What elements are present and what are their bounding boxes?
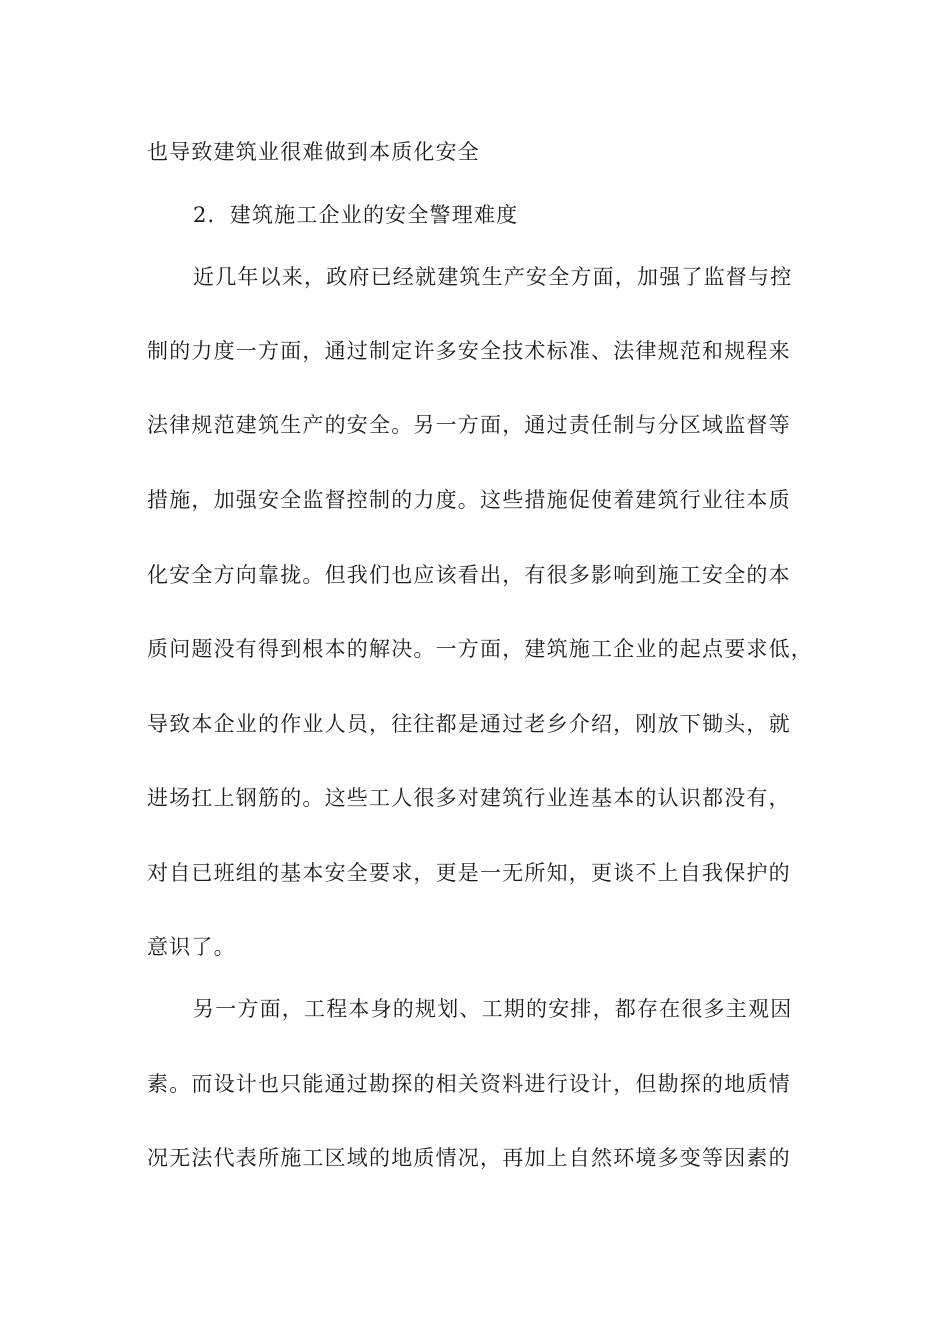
paragraph-line: 制的力度一方面，通过制定许多安全技术标准、法律规范和规程来	[147, 339, 791, 363]
paragraph-line: 质问题没有得到根本的解决。一方面，建筑施工企业的起点要求低，	[147, 637, 813, 661]
paragraph-line: 导致本企业的作业人员，往往都是通过老乡介绍，刚放下锄头，就	[147, 712, 791, 736]
paragraph-line: 措施，加强安全监督控制的力度。这些措施促使着建筑行业往本质	[147, 488, 791, 512]
paragraph-line: 意识了。	[147, 935, 236, 959]
paragraph-line: 也导致建筑业很难做到本质化安全	[147, 140, 480, 164]
paragraph-line: 化安全方向靠拢。但我们也应该看出，有很多影响到施工安全的本	[147, 563, 791, 587]
paragraph-line: 法律规范建筑生产的安全。另一方面，通过责任制与分区域监督等	[147, 413, 791, 437]
paragraph-line: 况无法代表所施工区域的地质情况，再加上自然环境多变等因素的	[147, 1146, 791, 1170]
paragraph-line: 进场扛上钢筋的。这些工人很多对建筑行业连基本的认识都没有，	[147, 786, 791, 810]
section-heading: 2．建筑施工企业的安全警理难度	[193, 203, 519, 227]
paragraph-line: 对自已班组的基本安全要求，更是一无所知，更谈不上自我保护的	[147, 861, 791, 885]
paragraph-line: 素。而设计也只能通过勘探的相关资料进行设计，但勘探的地质情	[147, 1072, 791, 1096]
paragraph-line: 近几年以来，政府已经就建筑生产安全方面，加强了监督与控	[193, 265, 793, 289]
paragraph-line: 另一方面，工程本身的规划、工期的安排，都存在很多主观因	[193, 997, 793, 1021]
